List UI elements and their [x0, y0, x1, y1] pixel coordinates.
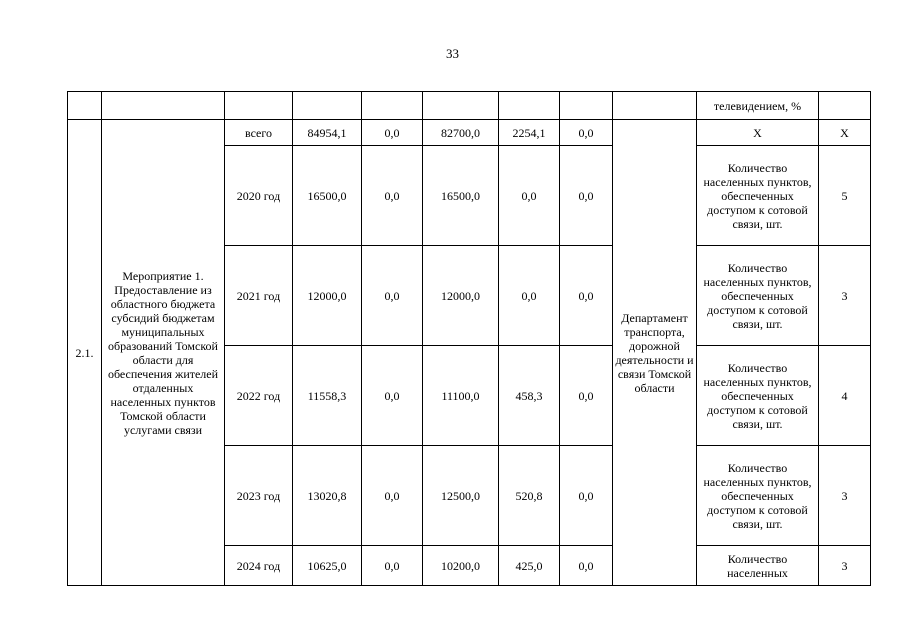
empty-cell — [423, 92, 499, 120]
regional-cell: 12000,0 — [423, 246, 499, 346]
regional-cell: 12500,0 — [423, 446, 499, 546]
activity-name: Мероприятие 1. Предоставление из областного бюджета субсидий бюджетам муниципальных образований Томской области для обеспечения жителей отдаленных населенных пунктов Томской области услугами связи — [102, 120, 225, 586]
period-cell: всего — [225, 120, 293, 146]
other-cell: 0,0 — [560, 146, 613, 246]
other-cell: 0,0 — [560, 446, 613, 546]
federal-cell: 0,0 — [362, 120, 423, 146]
federal-cell: 0,0 — [362, 246, 423, 346]
regional-cell: 16500,0 — [423, 146, 499, 246]
empty-cell — [68, 92, 102, 120]
empty-cell — [225, 92, 293, 120]
value-cell: 5 — [819, 146, 871, 246]
regional-cell: 10200,0 — [423, 546, 499, 586]
total-cell: 16500,0 — [293, 146, 362, 246]
value-cell: 3 — [819, 246, 871, 346]
total-cell: 13020,8 — [293, 446, 362, 546]
other-cell: 0,0 — [560, 546, 613, 586]
indicator-cell: Количество населенных — [697, 546, 819, 586]
local-cell: 458,3 — [499, 346, 560, 446]
empty-cell — [560, 92, 613, 120]
federal-cell: 0,0 — [362, 146, 423, 246]
header-continuation-row — [68, 92, 871, 120]
total-cell: 10625,0 — [293, 546, 362, 586]
period-cell: 2020 год — [225, 146, 293, 246]
indicator-cell: Количество населенных пунктов, обеспеченных доступом к сотовой связи, шт. — [697, 346, 819, 446]
federal-cell: 0,0 — [362, 446, 423, 546]
empty-cell — [102, 92, 225, 120]
empty-cell — [362, 92, 423, 120]
program-activities-table — [67, 91, 871, 586]
other-cell: 0,0 — [560, 120, 613, 146]
empty-cell — [819, 92, 871, 120]
empty-cell — [499, 92, 560, 120]
total-cell: 11558,3 — [293, 346, 362, 446]
period-cell: 2024 год — [225, 546, 293, 586]
table-row — [68, 120, 871, 146]
local-cell: 425,0 — [499, 546, 560, 586]
indicator-cell: Количество населенных пунктов, обеспеченных доступом к сотовой связи, шт. — [697, 146, 819, 246]
executor-cell: Департамент транспорта, дорожной деятельности и связи Томской области — [613, 120, 697, 586]
regional-cell: 11100,0 — [423, 346, 499, 446]
period-cell: 2022 год — [225, 346, 293, 446]
page-number: 33 — [446, 46, 459, 61]
value-cell: 3 — [819, 446, 871, 546]
local-cell: 2254,1 — [499, 120, 560, 146]
local-cell: 0,0 — [499, 146, 560, 246]
other-cell: 0,0 — [560, 346, 613, 446]
regional-cell: 82700,0 — [423, 120, 499, 146]
period-cell: 2021 год — [225, 246, 293, 346]
indicator-cell: Количество населенных пунктов, обеспеченных доступом к сотовой связи, шт. — [697, 446, 819, 546]
federal-cell: 0,0 — [362, 346, 423, 446]
indicator-cell: Количество населенных пунктов, обеспеченных доступом к сотовой связи, шт. — [697, 246, 819, 346]
indicator-tail-cell: телевидением, % — [697, 92, 819, 120]
value-cell: Х — [819, 120, 871, 146]
federal-cell: 0,0 — [362, 546, 423, 586]
empty-cell — [613, 92, 697, 120]
value-cell: 4 — [819, 346, 871, 446]
period-cell: 2023 год — [225, 446, 293, 546]
value-cell: 3 — [819, 546, 871, 586]
total-cell: 12000,0 — [293, 246, 362, 346]
indicator-cell: Х — [697, 120, 819, 146]
local-cell: 0,0 — [499, 246, 560, 346]
total-cell: 84954,1 — [293, 120, 362, 146]
other-cell: 0,0 — [560, 246, 613, 346]
activity-number: 2.1. — [68, 120, 102, 586]
local-cell: 520,8 — [499, 446, 560, 546]
empty-cell — [293, 92, 362, 120]
